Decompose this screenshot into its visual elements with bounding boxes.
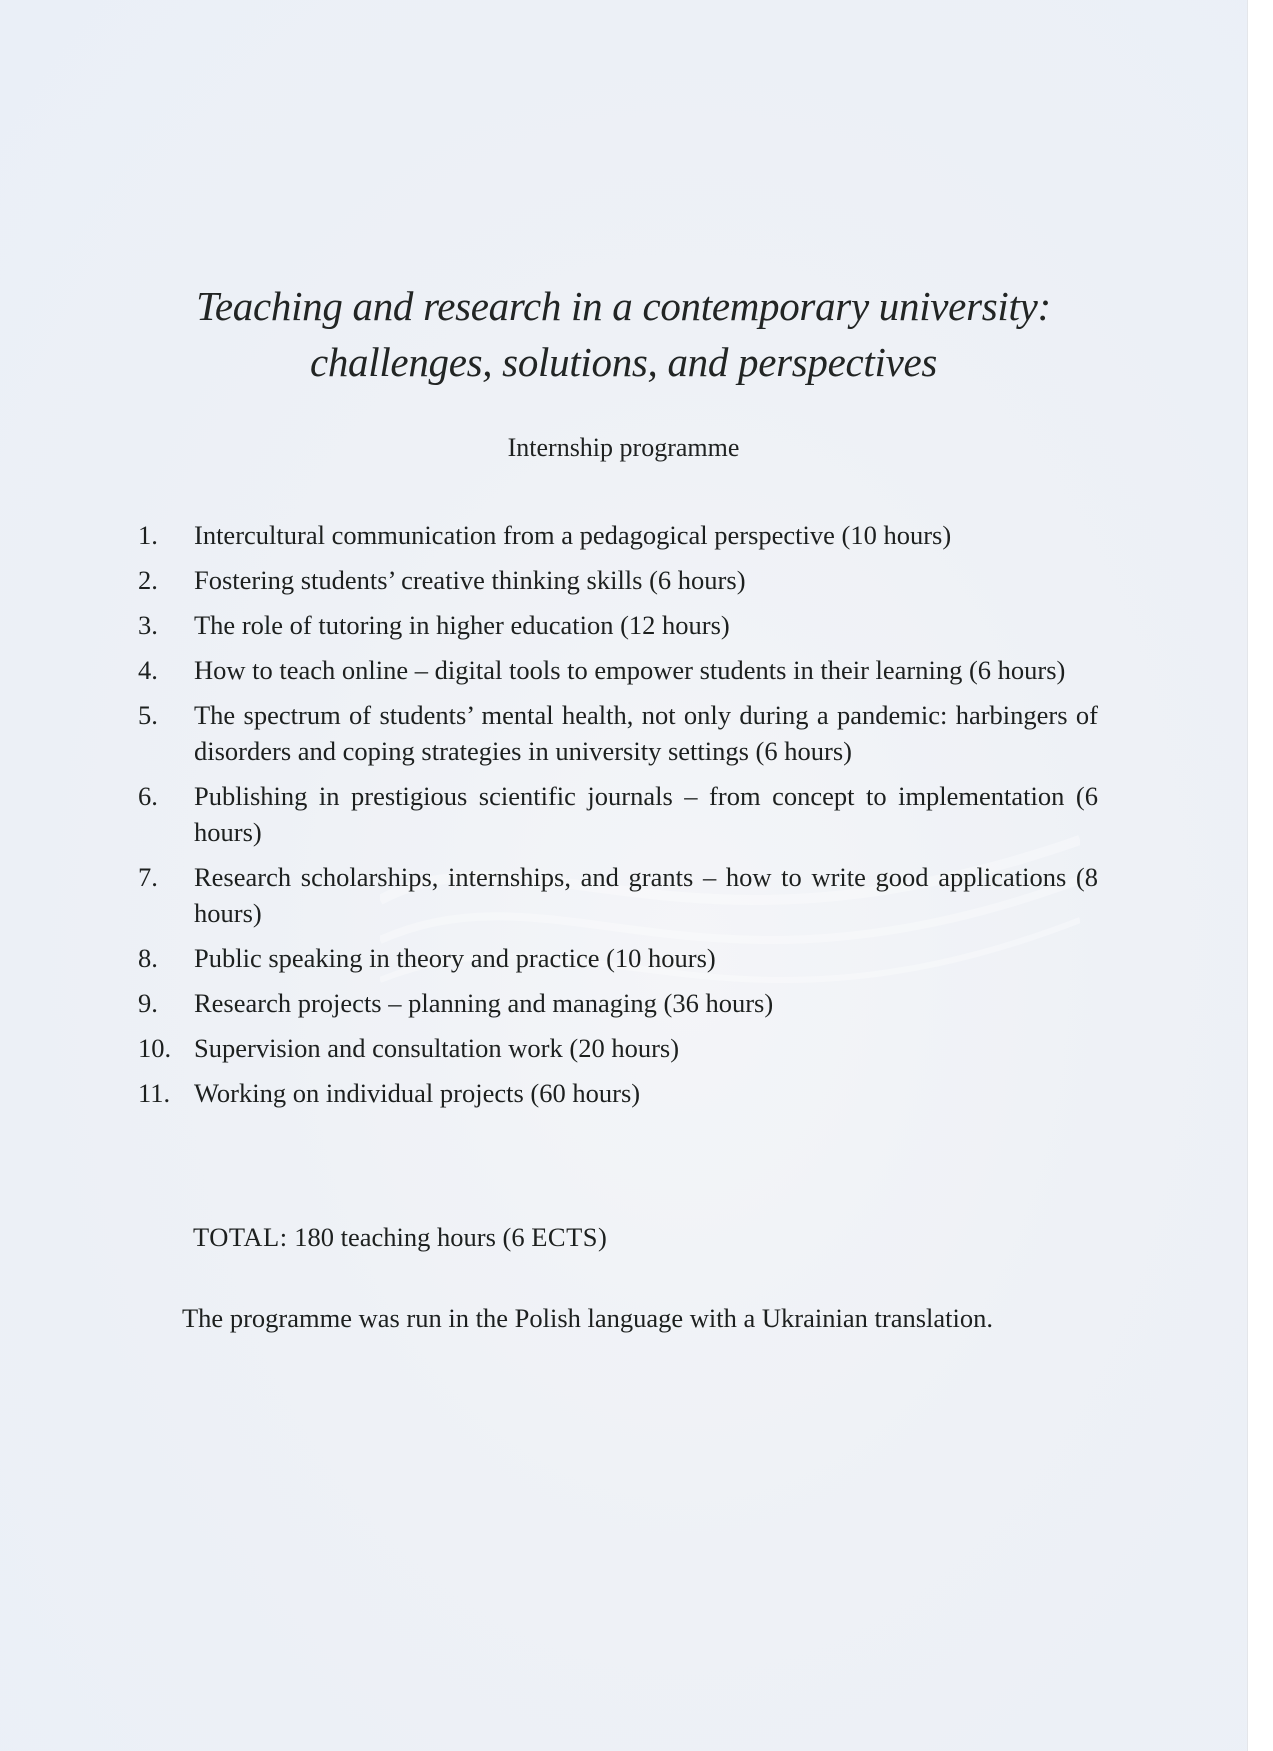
list-item [138,859,1098,931]
title-line-1: Teaching and research in a contemporary university: [196,283,1051,329]
item-text: The spectrum of students’ mental health, not only during a pandemic: harbingers of disorders and coping strategies in university settings (6 hours) [194,700,1098,766]
list-item [138,985,1098,1021]
document-title [0,278,1247,390]
list-item [138,562,1098,598]
list-item [138,1030,1098,1066]
total-unit: ECTS [531,1222,599,1252]
item-text: Fostering students’ creative thinking skills (6 hours) [194,565,746,595]
item-text: How to teach online – digital tools to empower students in their learning (6 hours) [194,655,1066,685]
item-number: 5. [138,700,158,730]
item-number: 8. [138,943,158,973]
item-text: Publishing in prestigious scientific journals – from concept to implementation (6 hours) [194,781,1098,847]
list-item [138,940,1098,976]
total-hours [193,1222,607,1253]
list-item [138,607,1098,643]
title-line-2: challenges, solutions, and perspectives [309,339,938,385]
list-item [138,697,1098,769]
item-number: 7. [138,862,158,892]
item-number: 6. [138,781,158,811]
item-number: 9. [138,988,158,1018]
document-subtitle: Internship programme [507,433,740,462]
item-text: Intercultural communication from a pedagogical perspective (10 hours) [194,520,952,550]
item-text: The role of tutoring in higher education (12 hours) [194,610,730,640]
item-text: Research scholarships, internships, and grants – how to write good applications (8 hours) [194,862,1098,928]
list-item [138,652,1098,688]
item-number: 3. [138,610,158,640]
item-number: 11. [138,1078,171,1108]
item-text: Public speaking in theory and practice (10 hours) [194,943,716,973]
total-text: 180 teaching hours (6 [294,1222,525,1252]
item-text: Supervision and consultation work (20 hours) [194,1033,680,1063]
total-close: ) [598,1222,607,1252]
item-text: Working on individual projects (60 hours) [194,1078,641,1108]
list-item [138,1075,1098,1111]
total-label: TOTAL: [193,1222,288,1252]
item-number: 2. [138,565,158,595]
list-item [138,517,1098,553]
item-number: 4. [138,655,158,685]
item-number: 1. [138,520,158,550]
programme-list [138,517,1098,1120]
language-note: The programme was run in the Polish language with a Ukrainian translation. [182,1303,993,1333]
item-number: 10. [138,1033,172,1063]
list-item [138,778,1098,850]
item-text: Research projects – planning and managing (36 hours) [194,988,774,1018]
